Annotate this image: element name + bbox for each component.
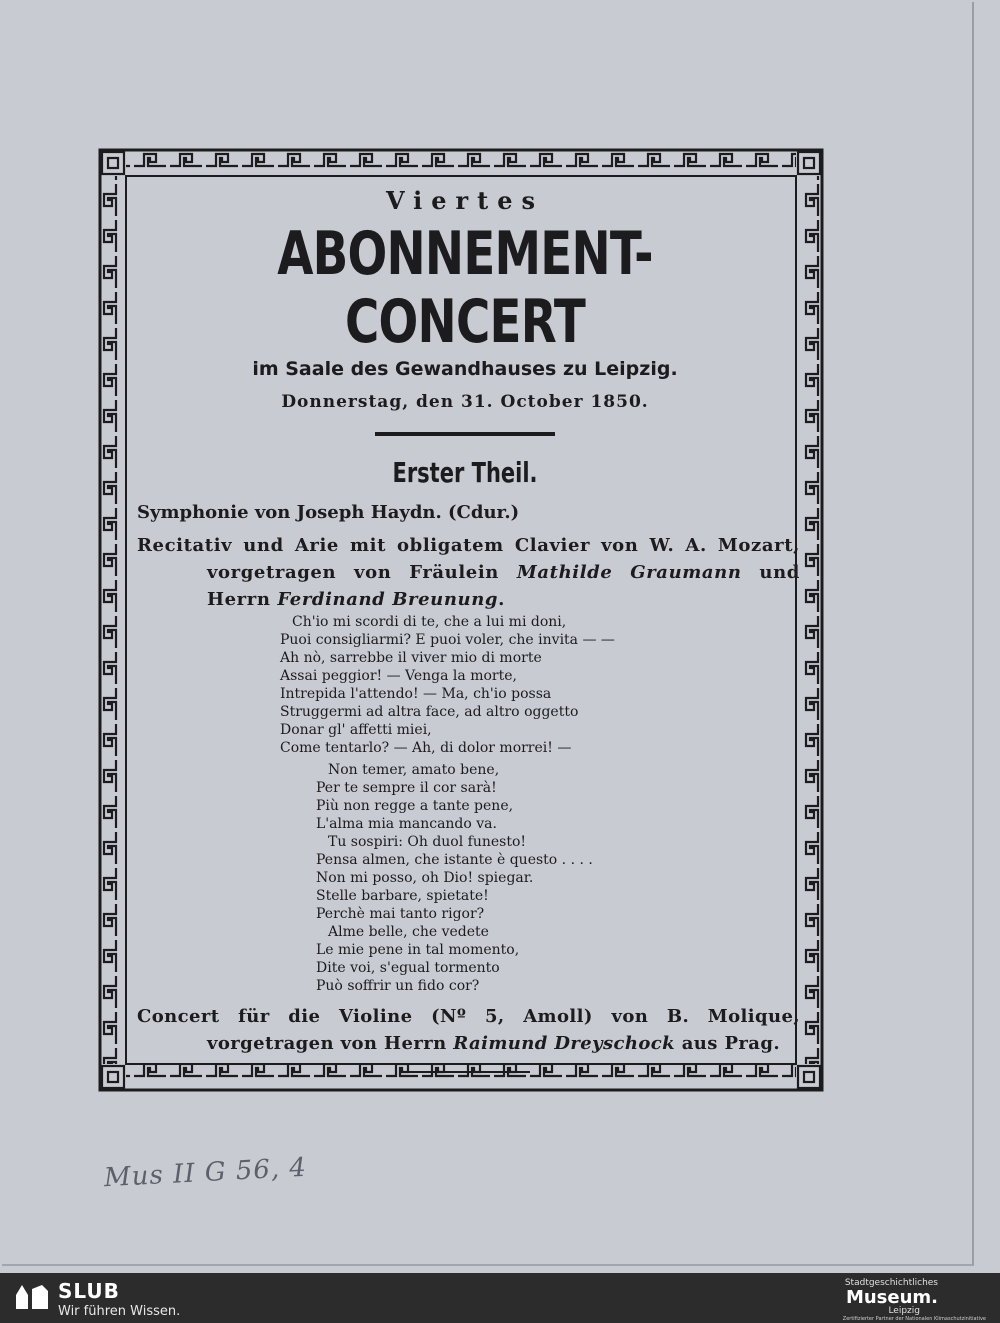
verse-line: Pensa almen, che istante è questo . . . . xyxy=(316,852,593,868)
museum-name: Museum. xyxy=(845,1287,938,1308)
verse-line: Le mie pene in tal momento, xyxy=(316,942,520,958)
verse-line: Tu sospiri: Oh duol funesto! xyxy=(328,834,527,850)
verse-line: Ch'io mi scordi di te, che a lui mi doni, xyxy=(292,614,567,630)
concert-number: Viertes xyxy=(385,186,545,215)
museum-prefix: Stadtgeschichtliches xyxy=(844,1278,938,1288)
verse-line: Struggermi ad altra face, ad altro oggetto xyxy=(280,704,579,720)
verse-line: Assai peggior! — Venga la morte, xyxy=(280,668,517,684)
library-name: SLUB xyxy=(58,1279,120,1303)
verse-line: Non mi posso, oh Dio! spiegar. xyxy=(316,870,534,886)
aria-end: . xyxy=(498,589,505,610)
aria-description: Recitativ und Arie mit obligatem Clavier von W. A. Mozart, vorgetragen von Fräulein xyxy=(137,535,800,583)
section-heading: Erster Theil. xyxy=(392,456,538,489)
program-item-violin-concerto xyxy=(137,1003,800,1057)
verse-line: Stelle barbare, spietate! xyxy=(316,888,489,904)
verse-line: Dite voi, s'egual tormento xyxy=(316,960,500,976)
verse-line: Perchè mai tanto rigor? xyxy=(316,906,485,922)
performer-name: Raimund Dreyschock xyxy=(453,1033,676,1054)
closing-rule xyxy=(400,1071,530,1073)
concerto-end: aus Prag. xyxy=(675,1033,780,1054)
verse-line: Più non regge a tante pene, xyxy=(316,798,514,814)
concert-venue: im Saale des Gewandhauses zu Leipzig. xyxy=(252,358,678,380)
concerto-description: Concert für die Violine (Nº 5, Amoll) von B. Molique, vorgetragen von Herrn xyxy=(137,1006,800,1054)
verse-line: Non temer, amato bene, xyxy=(328,762,500,778)
verse-line: Ah nò, sarrebbe il viver mio di morte xyxy=(280,650,542,666)
verse-line: Per te sempre il cor sarà! xyxy=(316,780,497,796)
recitative-text xyxy=(280,613,800,757)
verse-line: Può soffrir un fido cor? xyxy=(316,978,480,994)
concert-title: ABONNEMENT-CONCERT xyxy=(277,219,653,357)
verse-line: L'alma mia mancando va. xyxy=(316,816,497,832)
singer-name: Mathilde Graumann xyxy=(516,562,742,583)
verse-line: Intrepida l'attendo! — Ma, ch'io possa xyxy=(280,686,552,702)
verse-line: Come tentarlo? — Ah, di dolor morrei! — xyxy=(280,740,572,756)
slub-logo-icon xyxy=(14,1283,50,1311)
handwritten-shelfmark: Mus II G 56, 4 xyxy=(103,1152,308,1194)
verse-line: Alme belle, che vedete xyxy=(328,924,489,940)
verse-line: Donar gl' affetti miei, xyxy=(280,722,432,738)
program-item-symphony: Symphonie von Joseph Haydn. (Cdur.) xyxy=(137,502,520,523)
aria-text xyxy=(316,761,800,995)
verse-line: Puoi consigliarmi? E puoi voler, che invita — — xyxy=(280,632,615,648)
museum-certification: Zertifizierter Partner der Nationalen Klimaschutzinitiative xyxy=(842,1316,986,1322)
footer-bar xyxy=(0,1273,1000,1323)
singer-name: Ferdinand Breunung xyxy=(277,589,499,610)
library-tagline: Wir führen Wissen. xyxy=(58,1304,181,1319)
concert-date: Donnerstag, den 31. October 1850. xyxy=(281,392,649,412)
heading-rule xyxy=(375,432,555,436)
concert-program xyxy=(130,180,800,1073)
program-item-aria xyxy=(137,532,800,613)
museum-city: Leipzig xyxy=(888,1306,920,1316)
aria-and: und Herrn xyxy=(207,562,800,610)
